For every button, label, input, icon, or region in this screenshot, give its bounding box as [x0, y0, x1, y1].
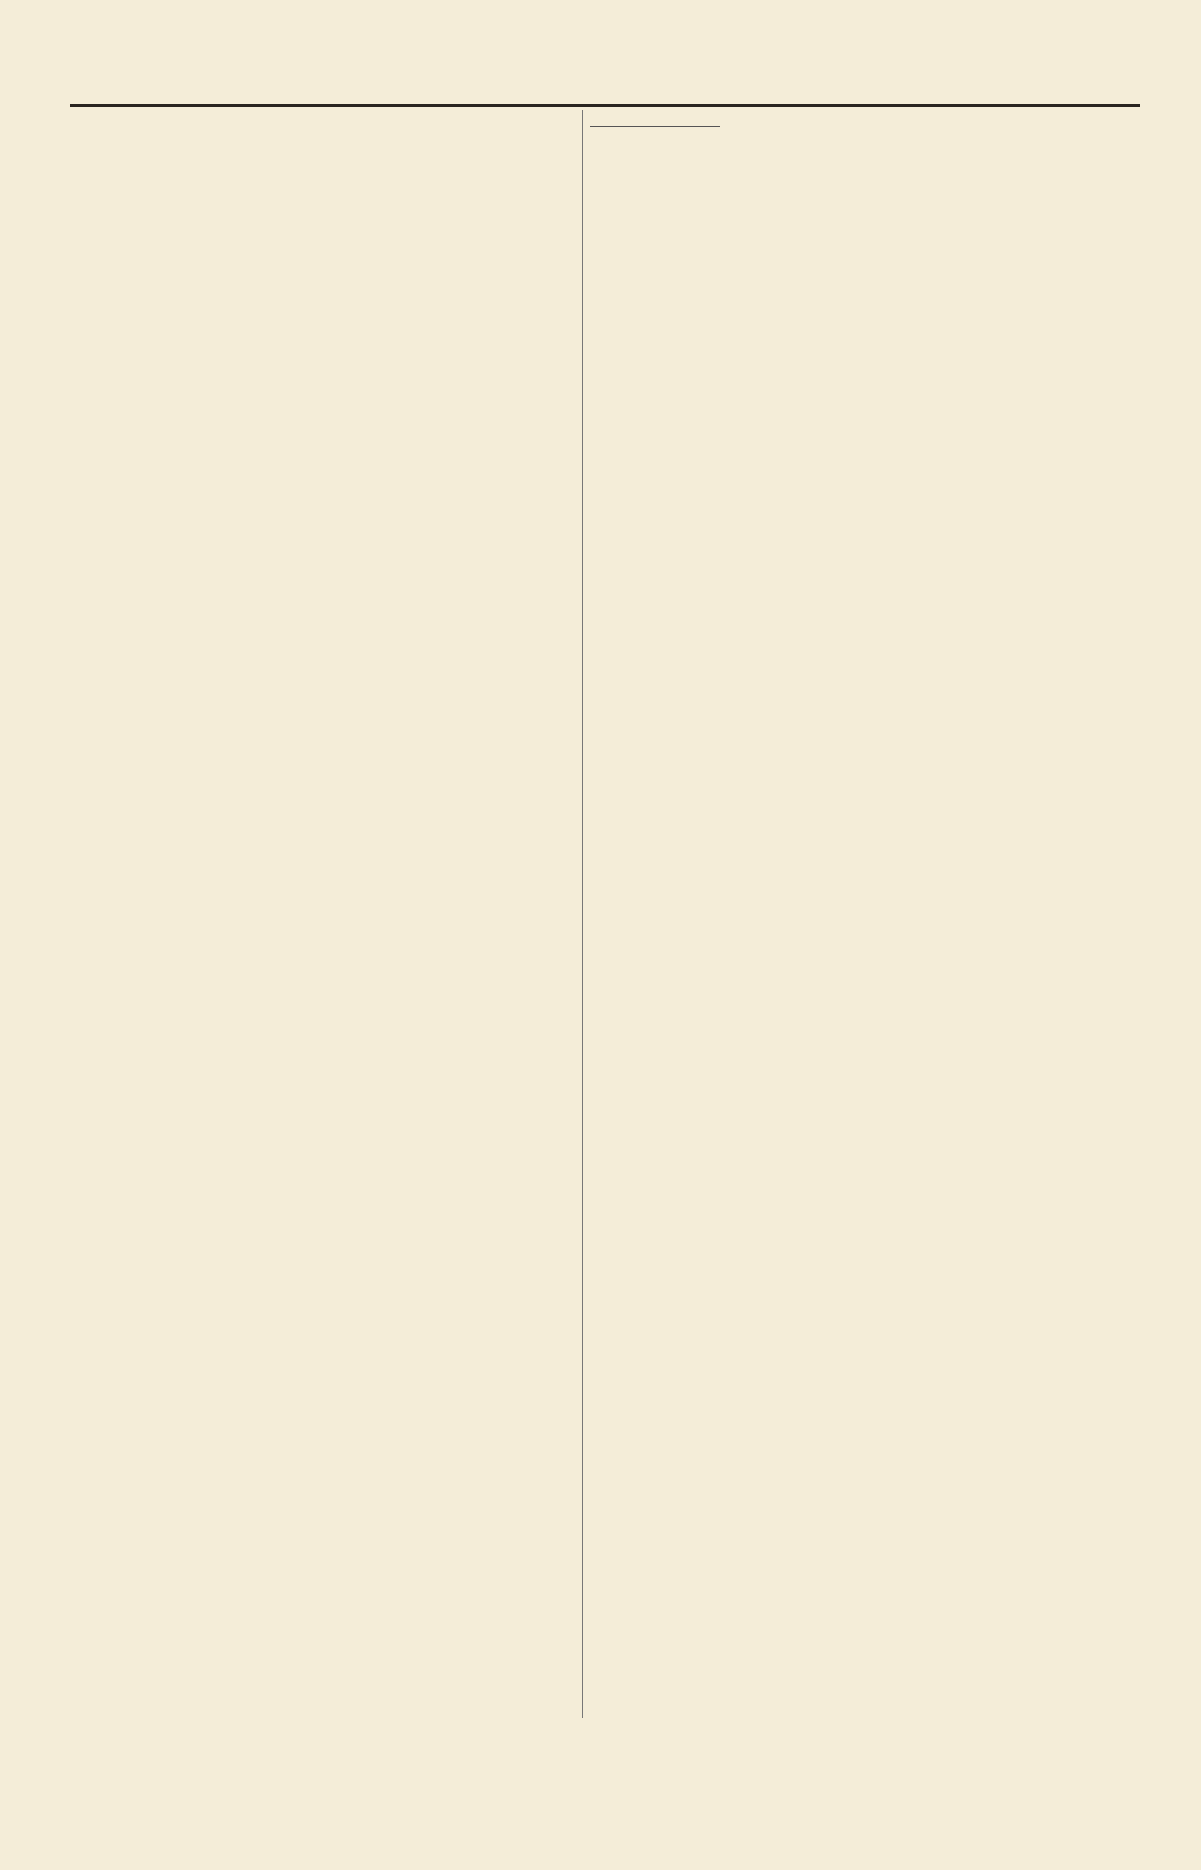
- footnote-rule: [590, 126, 720, 127]
- right-column: [590, 108, 1092, 141]
- left-column: [63, 110, 571, 134]
- column-divider: [582, 110, 583, 1718]
- page-header: [70, 64, 1140, 107]
